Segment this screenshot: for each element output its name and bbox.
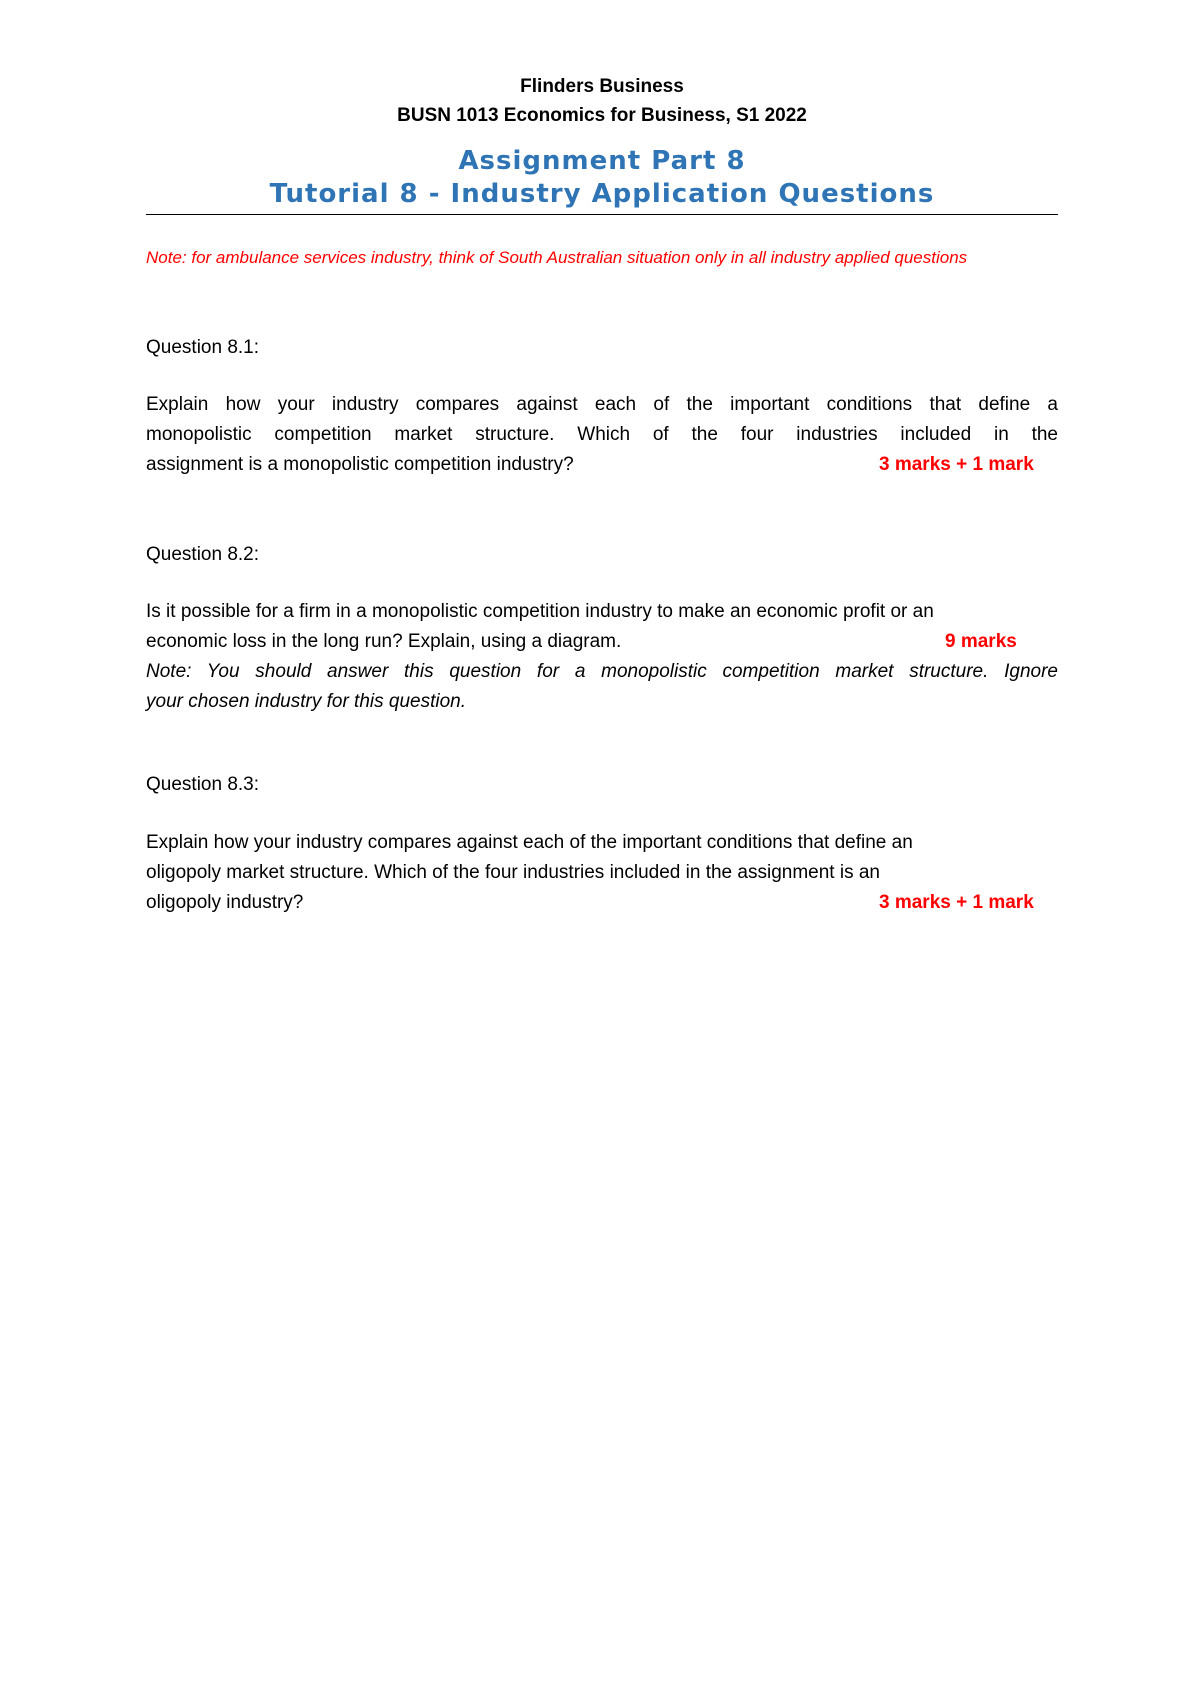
question-8-2-note-line: Note: You should answer this question for a monopolistic competition market structure. Ignore xyxy=(146,661,1058,682)
question-8-3-line: oligopoly industry? xyxy=(146,892,304,913)
question-8-3-heading: Question 8.3: xyxy=(146,774,260,795)
question-8-2-line: Is it possible for a firm in a monopolistic competition industry to make an economic profit or an xyxy=(146,601,934,622)
question-8-2-heading: Question 8.2: xyxy=(146,544,260,565)
question-8-2-body xyxy=(146,597,1058,717)
question-8-1-line: assignment is a monopolistic competition industry? xyxy=(146,454,574,475)
tutorial-subtitle: Tutorial 8 - Industry Application Questions xyxy=(269,179,935,209)
question-8-1-body xyxy=(146,390,1058,480)
question-8-1-marks: 3 marks + 1 mark xyxy=(879,454,1034,475)
organization-name: Flinders Business xyxy=(520,76,684,97)
question-8-1-heading: Question 8.1: xyxy=(146,337,260,358)
question-8-2-line: economic loss in the long run? Explain, using a diagram. xyxy=(146,631,622,652)
question-8-2-note-line: your chosen industry for this question. xyxy=(146,691,467,712)
question-8-2-marks: 9 marks xyxy=(945,631,1017,652)
question-8-1-line: Explain how your industry compares against each of the important conditions that define a xyxy=(146,394,1058,415)
question-8-3-body xyxy=(146,828,1058,918)
question-8-3-line: oligopoly market structure. Which of the four industries included in the assignment is an xyxy=(146,862,880,883)
question-8-1-line: monopolistic competition market structure. Which of the four industries included in the xyxy=(146,424,1058,445)
assignment-title: Assignment Part 8 xyxy=(458,146,746,176)
question-8-3-marks: 3 marks + 1 mark xyxy=(879,892,1034,913)
industry-note: Note: for ambulance services industry, think of South Australian situation only in all industry applied questions xyxy=(146,248,968,267)
title-divider xyxy=(146,214,1058,215)
course-title: BUSN 1013 Economics for Business, S1 2022 xyxy=(397,105,807,126)
question-8-3-line: Explain how your industry compares against each of the important conditions that define an xyxy=(146,832,913,853)
